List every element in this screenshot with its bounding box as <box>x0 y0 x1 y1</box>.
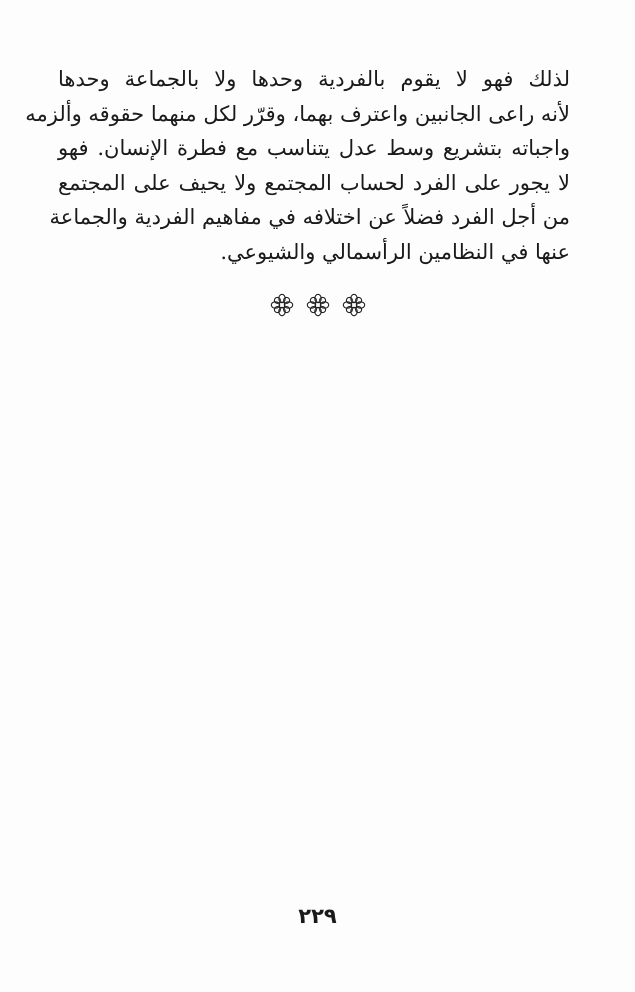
flower-ornament-icon <box>269 292 295 318</box>
text-line: واجباته بتشريع وسط عدل يتناسب مع فطرة الإنسان. فهو <box>58 136 570 160</box>
text-line: لأنه راعى الجانبين واعترف بهما، وقرّر لكل منهما حقوقه وألزمه <box>25 101 570 126</box>
flower-ornament-icon <box>341 292 367 318</box>
text-line: من أجل الفرد فضلاً عن اختلافه في مفاهيم الفردية والجماعة <box>49 205 570 229</box>
text-line: لذلك فهو لا يقوم بالفردية وحدها ولا بالجماعة وحدها <box>58 67 570 91</box>
body-paragraph <box>25 62 570 269</box>
page-number: ٢٢٩ <box>298 904 337 928</box>
flower-ornament-icon <box>305 292 331 318</box>
text-line: لا يجور على الفرد لحساب المجتمع ولا يحيف على المجتمع <box>58 170 570 195</box>
section-divider <box>0 292 635 318</box>
text-line: عنها في النظامين الرأسمالي والشيوعي. <box>220 239 570 264</box>
